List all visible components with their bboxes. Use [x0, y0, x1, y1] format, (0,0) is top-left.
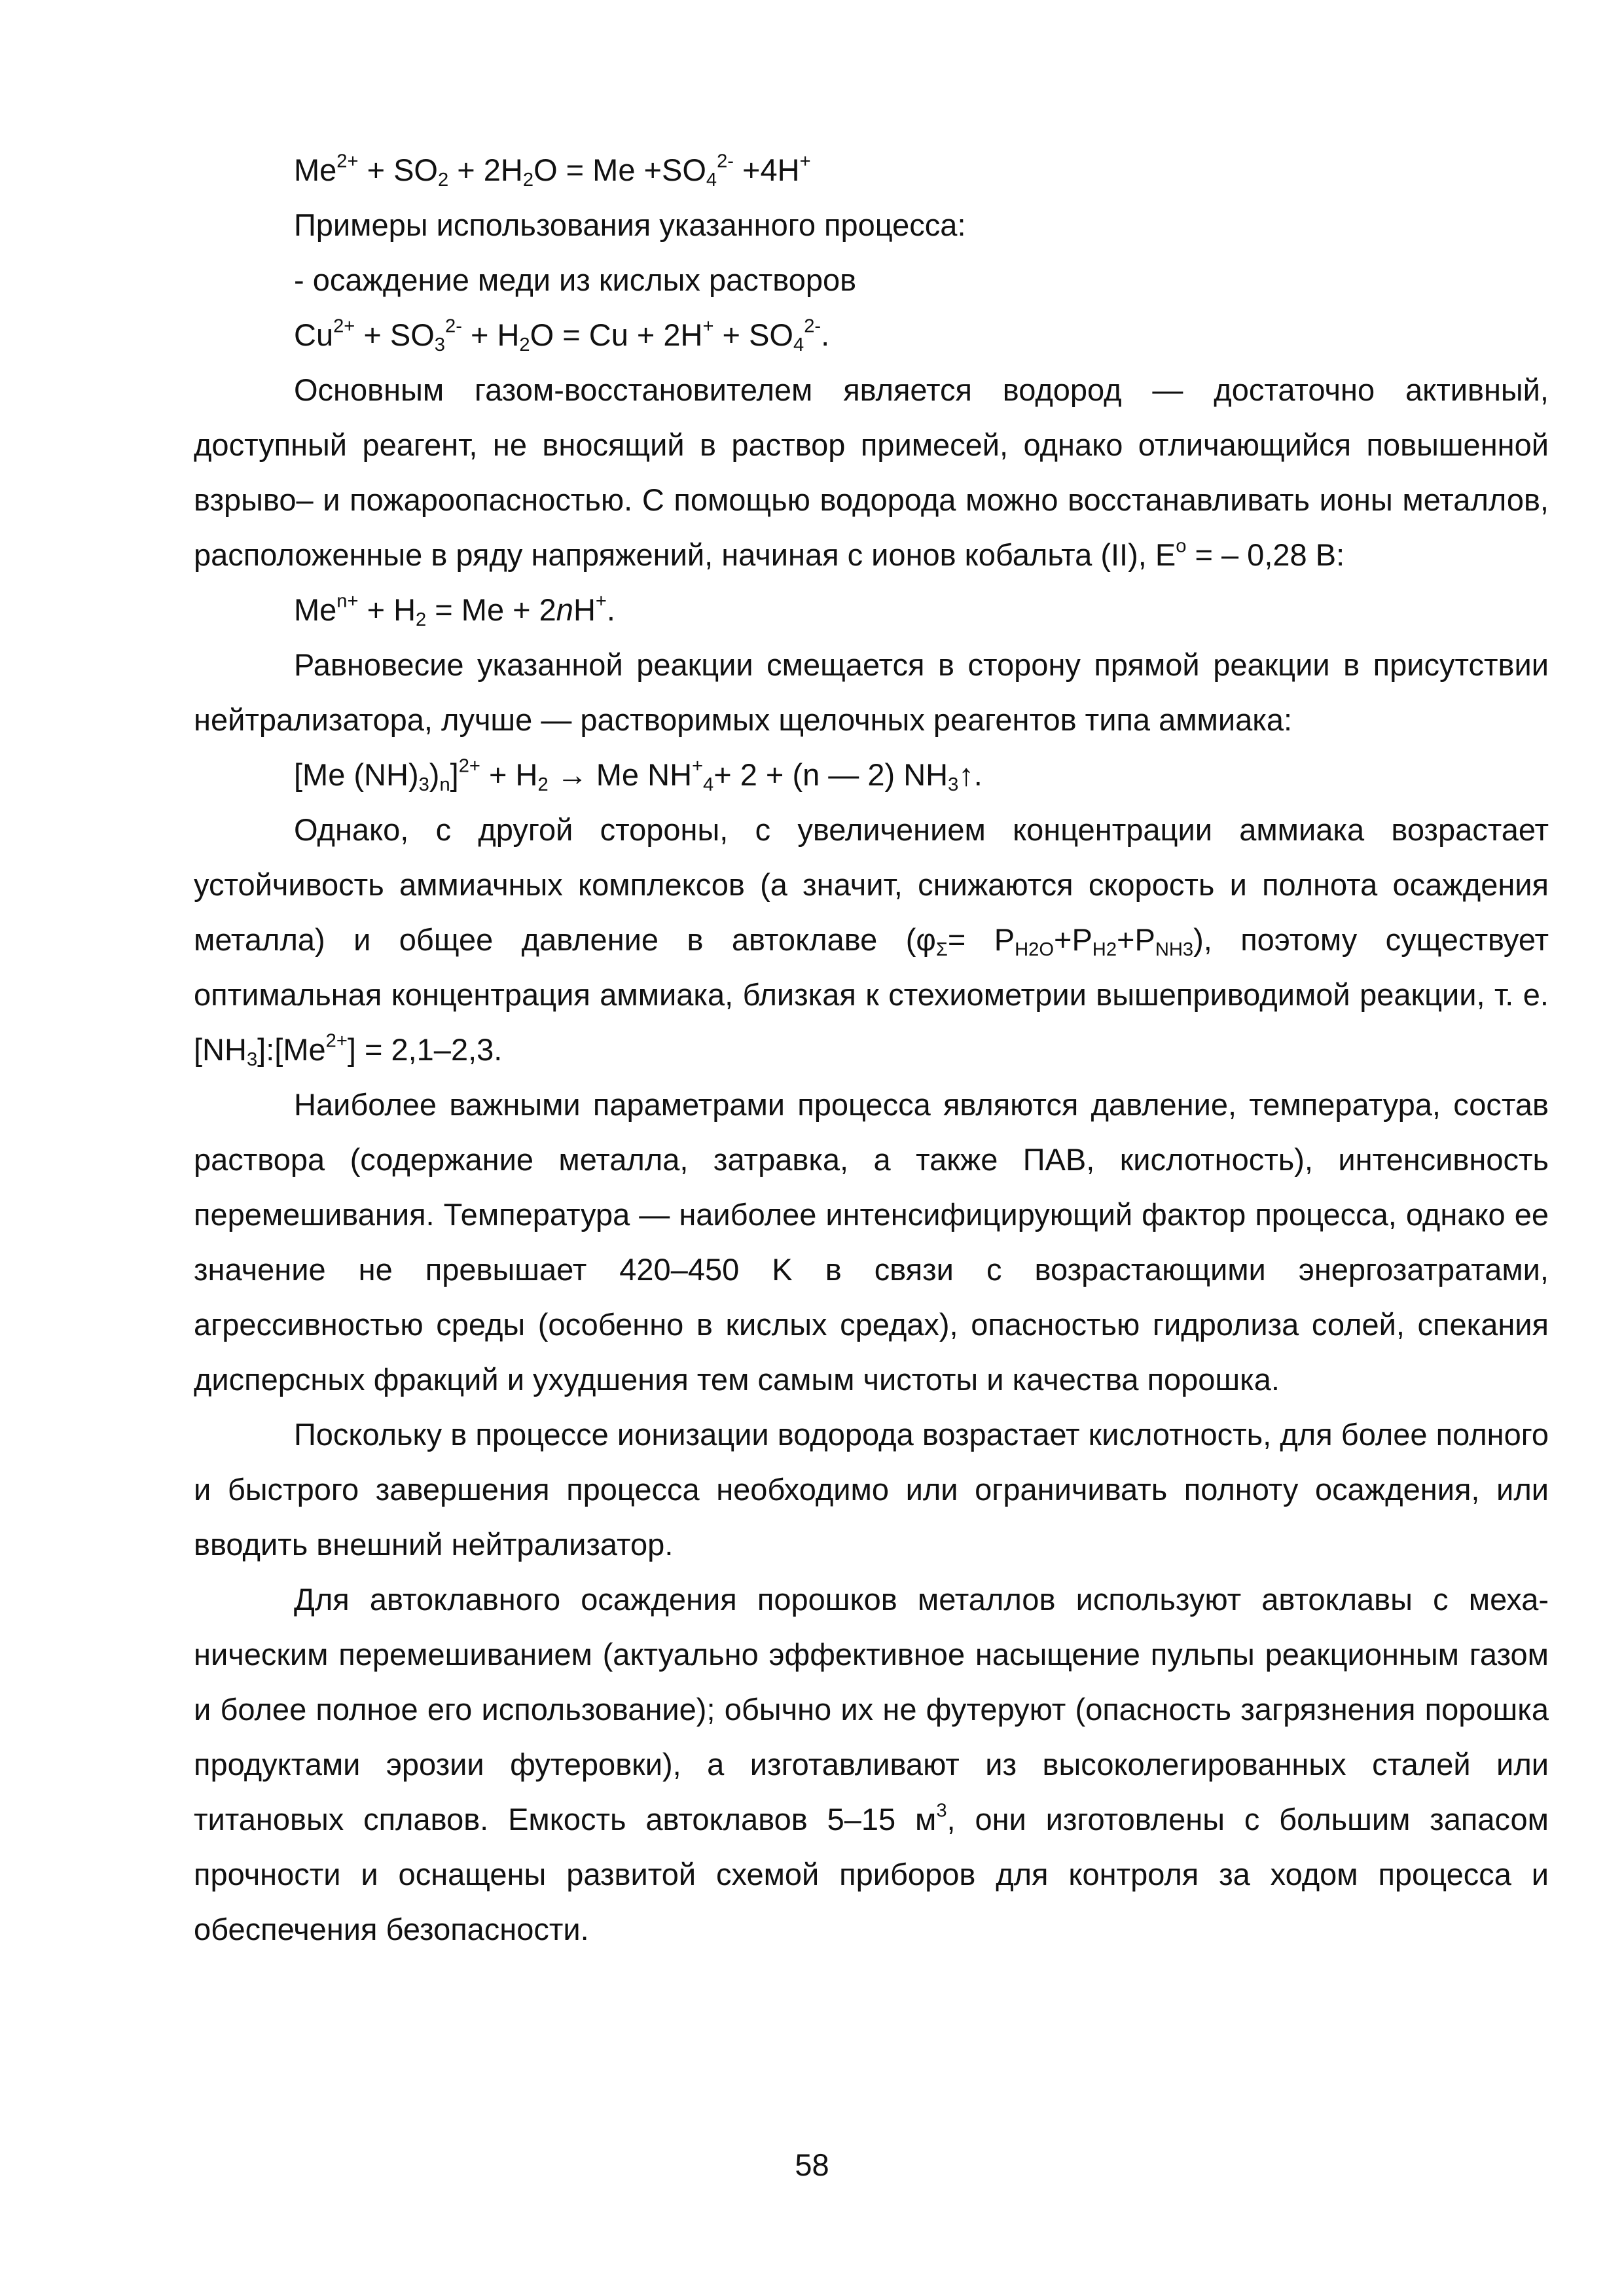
equation-hydrogen-reduction: $Me^{n+} + H_2 = Me + 2nH^+$.	[294, 590, 615, 631]
paragraph-acidity: Поскольку в процессе ионизации водорода возрастает кислотность, для более полного и быстрого завершения процесса необходимо или ограничивать полноту осаждения, или вводить внешний нейтрализатор.	[194, 1417, 1549, 1562]
page-body	[194, 143, 1549, 1957]
paragraph-ammonia-concentration: Однако, с другой стороны, с увеличением концентрации аммиака возрастает устойчивость аммиачных комплексов (а значит, снижаются скорость и полнота осаждения металла) и общее давление в автоклаве $(\varphi_\Sigma= P_{H2O}+P_{H2}+P_{NH3})$, поэтому существует оптимальная концентрация аммиака, близкая к стехиометрии вышеприводимой реакции, т. е. $[NH_3]:[Me^{2+}] = 2,1-2,3$.	[194, 812, 1549, 1071]
page-number: 58	[795, 2147, 829, 2182]
equation-copper-deposition: $Cu^{2+} + SO_3^{2-} + H_2O = Cu + 2H^+ + SO_4^{2-}$.	[294, 315, 830, 356]
list-item-copper-deposition: - осаждение меди из кислых растворов	[294, 262, 857, 297]
paragraph-process-parameters: Наиболее важными параметрами процесса являются давление, температура, состав раствора (содержание металла, затравка, а также ПАВ, кислотность), интенсивность перемешивания. Температура — наиболее интенсифицирующий фактор процесса, однако ее значение не превышает 420–450 K в связи с возрастающими энергозатратами, агрессивностью среды (особенно в кислых средах), опасностью гидролиза солей, спекания дисперсных фракций и ухудшения тем самым чистоты и качества порошка.	[194, 1087, 1549, 1397]
equation-ammonia-complex: [Me $(NH)_3)_n]^{2+} + H_2 \to Me$ $NH^+_4+ 2 + (n$ — 2) $NH_3↑$.	[294, 755, 983, 796]
paragraph-equilibrium: Равновесие указанной реакции смещается в сторону прямой реакции в присутствии нейтрализатора, лучше — растворимых щелочных реагентов типа аммиака:	[194, 647, 1549, 737]
paragraph-autoclaves: Для автоклавного осаждения порошков металлов используют автоклавы с механическим перемешиванием (актуально эффективное насыщение пульпы реакционным газом и более полное его использование); обычно их не футеруют (опасность загрязнения порошка продуктами эрозии футеровки), а изготавливают из высоколегированных сталей или титановых сплавов. Емкость автоклавов 5–15 $м^3$, они изготовлены с большим запасом прочности и оснащены развитой схемой приборов для контроля за ходом процесса и обеспечения безопасности.	[194, 1582, 1549, 1946]
paragraph-hydrogen-reducer: Основным газом-восстановителем является водород — достаточно активный, доступный реагент, не вносящий в раствор примесей, однако отличающийся повышенной взрыво– и пожароопасностью. С помощью водорода можно восстанавливать ионы металлов, расположенные в ряду напряжений, начиная с ионов кобальта (II), $Е^о$ = – 0,28 В:	[194, 372, 1549, 572]
examples-heading: Примеры использования указанного процесса:	[294, 207, 966, 242]
equation-sulfur-dioxide-reduction: $Me^{2+} + SO_2 + 2H_2O = Me +SO_4^{2-} +4H^+$	[294, 151, 811, 191]
